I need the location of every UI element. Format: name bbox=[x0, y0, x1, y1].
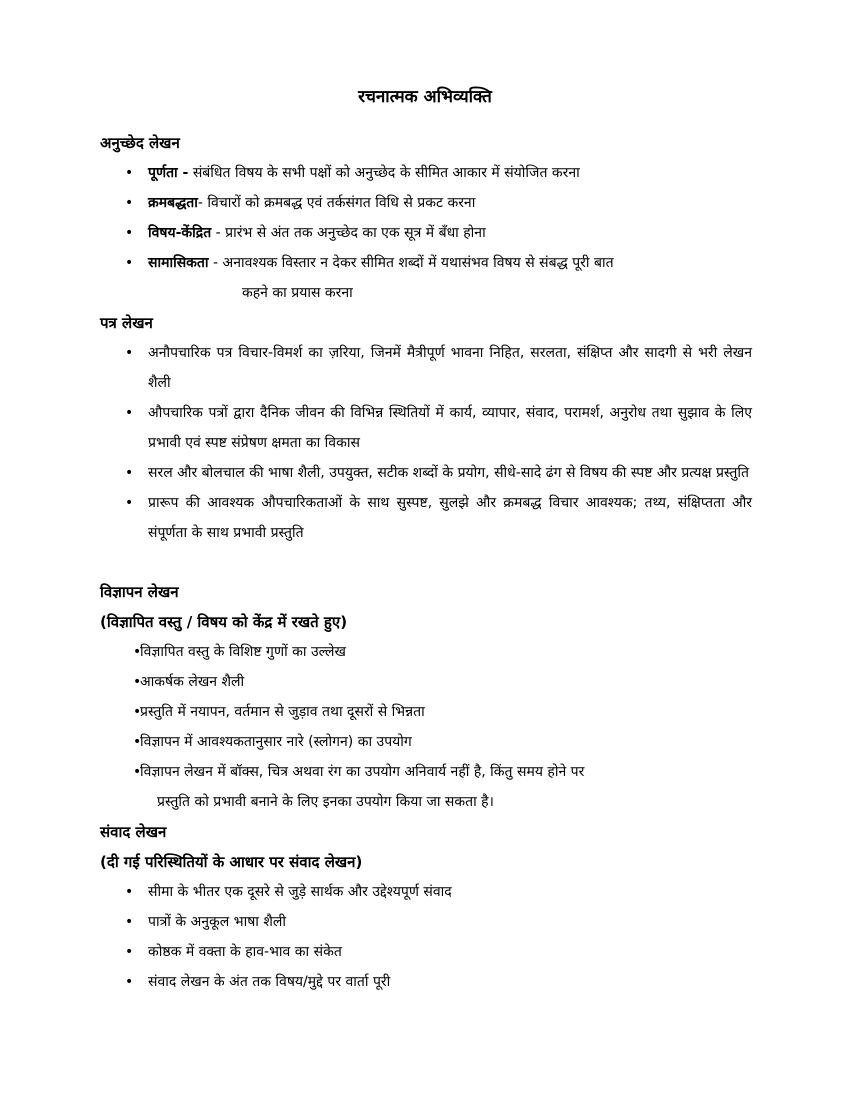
section-heading: पत्र लेखन bbox=[100, 314, 153, 332]
item-text: - प्रारंभ से अंत तक अनुच्छेद का एक सूत्र में बँधा होना bbox=[211, 225, 486, 241]
item-text: - विचारों को क्रमबद्ध एवं तर्कसंगत विधि से प्रकट करना bbox=[197, 195, 476, 211]
list-item: • सीमा के भीतर एक दूसरे से जुड़े सार्थक और उद्देश्यपूर्ण संवाद bbox=[100, 877, 752, 907]
bullet-list bbox=[100, 877, 752, 997]
list-item: • विज्ञापित वस्तु के विशिष्ट गुणों का उल्लेख bbox=[100, 637, 752, 667]
term: पूर्णता - bbox=[148, 165, 189, 181]
item-text: - अनावश्यक विस्तार न देकर सीमित शब्दों में यथासंभव विषय से संबद्ध पूरी बात bbox=[208, 255, 614, 271]
list-item: • अनौपचारिक पत्र विचार-विमर्श का ज़रिया, जिनमें मैत्रीपूर्ण भावना निहित, सरलता, संक्षिप्त और सादगी से भरी लेखन शैली bbox=[100, 338, 752, 398]
section-subheading: (दी गई परिस्थितियों के आधार पर संवाद लेखन) bbox=[100, 853, 363, 871]
term: क्रमबद्धता bbox=[148, 195, 198, 211]
term: विषय-केंद्रित bbox=[148, 225, 212, 241]
list-item: • प्रस्तुति में नयापन, वर्तमान से जुड़ाव तथा दूसरों से भिन्नता bbox=[100, 697, 752, 727]
list-item bbox=[100, 757, 752, 817]
list-item: • सरल और बोलचाल की भाषा शैली, उपयुक्त, सटीक शब्दों के प्रयोग, सीधे-सादे ढंग से विषय की स्पष्ट और प्रत्यक्ष प्रस्तुति bbox=[100, 458, 752, 488]
bullet-list bbox=[100, 637, 752, 817]
list-item bbox=[100, 188, 752, 218]
section-dialogue-writing bbox=[100, 817, 752, 997]
section-paragraph-writing bbox=[100, 128, 752, 308]
list-item: • औपचारिक पत्रों द्वारा दैनिक जीवन की विभिन्न स्थितियों में कार्य, व्यापार, संवाद, परामर्श, अनुरोध तथा सुझाव के लिए प्रभावी एवं स्पष्ट संप्रेषण क्षमता का विकास bbox=[100, 398, 752, 458]
section-heading: अनुच्छेद लेखन bbox=[100, 134, 180, 152]
list-item bbox=[100, 158, 752, 188]
term: सामासिकता bbox=[148, 255, 209, 271]
list-item: • आकर्षक लेखन शैली bbox=[100, 667, 752, 697]
item-text: विज्ञापन लेखन में बॉक्स, चित्र अथवा रंग का उपयोग अनिवार्य नहीं है, किंतु समय होने पर bbox=[140, 764, 585, 780]
list-item: • पात्रों के अनुकूल भाषा शैली bbox=[100, 907, 752, 937]
item-text: संबंधित विषय के सभी पक्षों को अनुच्छेद के सीमित आकार में संयोजित करना bbox=[188, 165, 580, 181]
list-item bbox=[100, 218, 752, 248]
list-item: • प्रारूप की आवश्यक औपचारिकताओं के साथ सुस्पष्ट, सुलझे और क्रमबद्ध विचार आवश्यक; तथ्य, संक्षिप्तता और संपूर्णता के साथ प्रभावी प्रस्तुति bbox=[100, 488, 752, 548]
bullet-list bbox=[100, 338, 752, 548]
bullet-list bbox=[100, 158, 752, 308]
item-continuation: प्रस्तुति को प्रभावी बनाने के लिए इनका उपयोग किया जा सकता है। bbox=[157, 794, 494, 810]
list-item: • कोष्ठक में वक्ता के हाव-भाव का संकेत bbox=[100, 937, 752, 967]
page-title: रचनात्मक अभिव्यक्ति bbox=[358, 87, 492, 107]
list-item: • संवाद लेखन के अंत तक विषय/मुद्दे पर वार्ता पूरी bbox=[100, 967, 752, 997]
section-letter-writing bbox=[100, 308, 752, 548]
section-heading: विज्ञापन लेखन bbox=[100, 583, 179, 601]
list-item: • विज्ञापन में आवश्यकतानुसार नारे (स्लोगन) का उपयोग bbox=[100, 727, 752, 757]
section-heading: संवाद लेखन bbox=[100, 823, 167, 841]
item-continuation: कहने का प्रयास करना bbox=[242, 285, 353, 301]
list-item bbox=[100, 248, 752, 308]
section-advertisement-writing bbox=[100, 577, 752, 817]
section-subheading: (विज्ञापित वस्तु / विषय को केंद्र में रखते हुए) bbox=[100, 613, 348, 631]
